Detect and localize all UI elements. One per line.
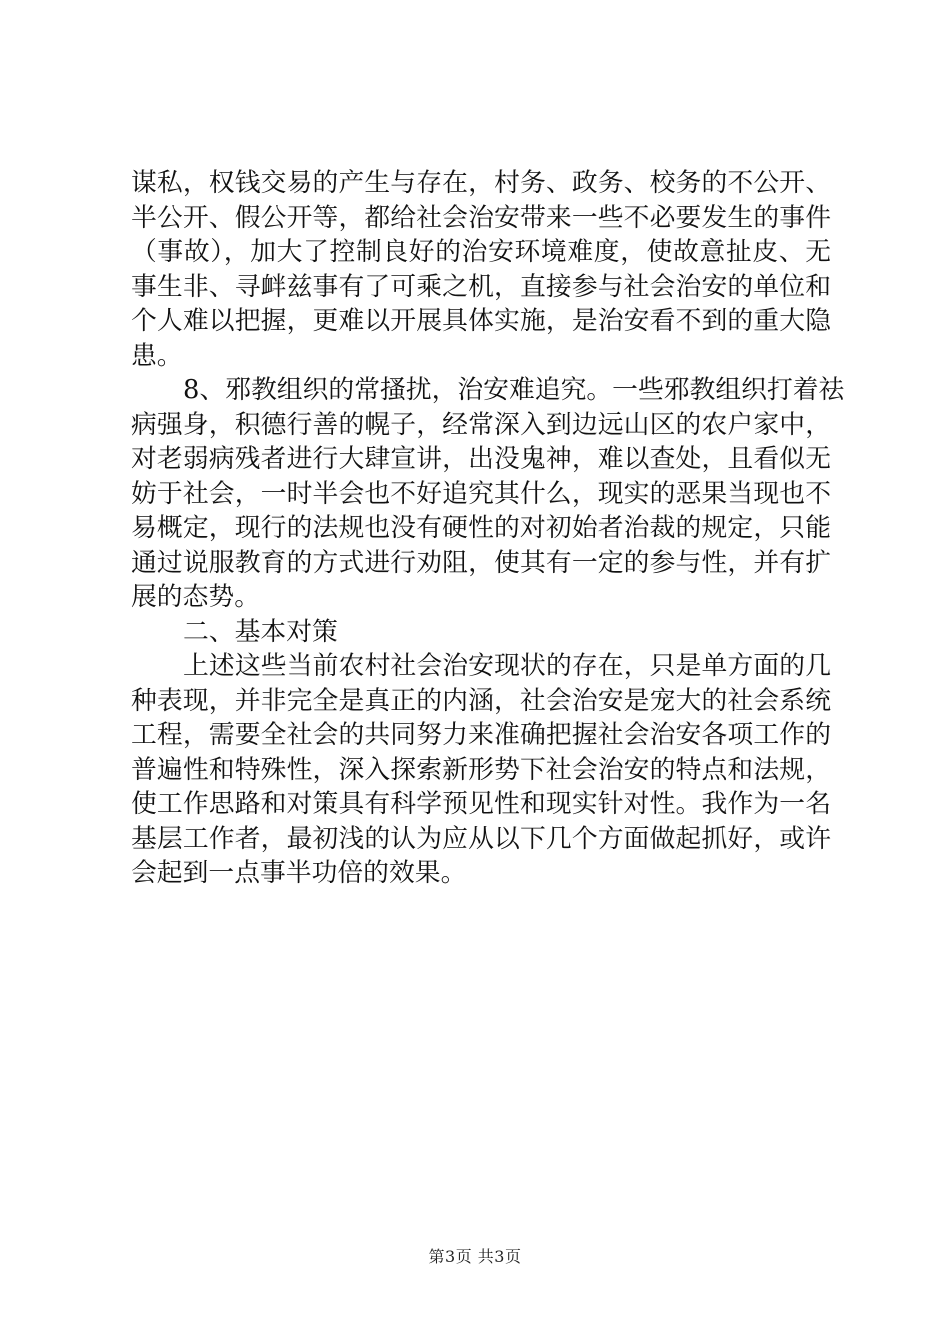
- text-line: 个人难以把握，更难以开展具体实施，是治安看不到的重大隐: [131, 306, 831, 336]
- text-line: 患。: [131, 340, 183, 371]
- text-line: 工程，需要全社会的共同努力来准确把握社会治安各项工作的: [131, 720, 831, 750]
- text-line: 种表现，并非完全是真正的内涵，社会治安是宠大的社会系统: [131, 685, 831, 716]
- text-line: 对老弱病残者进行大肆宣讲，出没鬼神，难以查处，且看似无: [131, 444, 831, 474]
- text-line: 半公开、假公开等，都给社会治安带来一些不必要发生的事件: [131, 202, 831, 233]
- text-line: （事故），加大了控制良好的治安环境难度，使故意扯皮、无: [131, 237, 831, 267]
- text-line: 病强身，积德行善的幌子，经常深入到边远山区的农户家中，: [131, 409, 831, 440]
- paragraph-start-line: 上述这些当前农村社会治安现状的存在，只是单方面的几: [183, 651, 831, 681]
- text-line: 妨于社会，一时半会也不好追究其什么，现实的恶果当现也不: [131, 478, 831, 509]
- text-line: 会起到一点事半功倍的效果。: [131, 858, 467, 888]
- body-text: [131, 166, 845, 891]
- text-line: 事生非、寻衅兹事有了可乘之机，直接参与社会治安的单位和: [131, 271, 831, 302]
- text-line: 通过说服教育的方式进行劝阻，使其有一定的参与性，并有扩: [131, 547, 831, 578]
- text-line: 基层工作者，最初浅的认为应从以下几个方面做起抓好，或许: [131, 823, 831, 854]
- text-line: 普遍性和特殊性，深入探索新形势下社会治安的特点和法规，: [131, 754, 831, 785]
- text-line: 使工作思路和对策具有科学预见性和现实针对性。我作为一名: [131, 789, 831, 819]
- section-heading: 二、基本对策: [183, 616, 338, 647]
- text-line: 谋私，权钱交易的产生与存在，村务、政务、校务的不公开、: [131, 168, 831, 198]
- paragraph-start-line: 8、邪教组织的常搔扰，治安难追究。一些邪教组织打着祛: [183, 375, 845, 405]
- page-number-footer: 第3页 共3页: [428, 1247, 522, 1266]
- text-line: 展的态势。: [131, 582, 260, 612]
- text-line: 易概定，现行的法规也没有硬性的对初始者治裁的规定，只能: [131, 513, 831, 543]
